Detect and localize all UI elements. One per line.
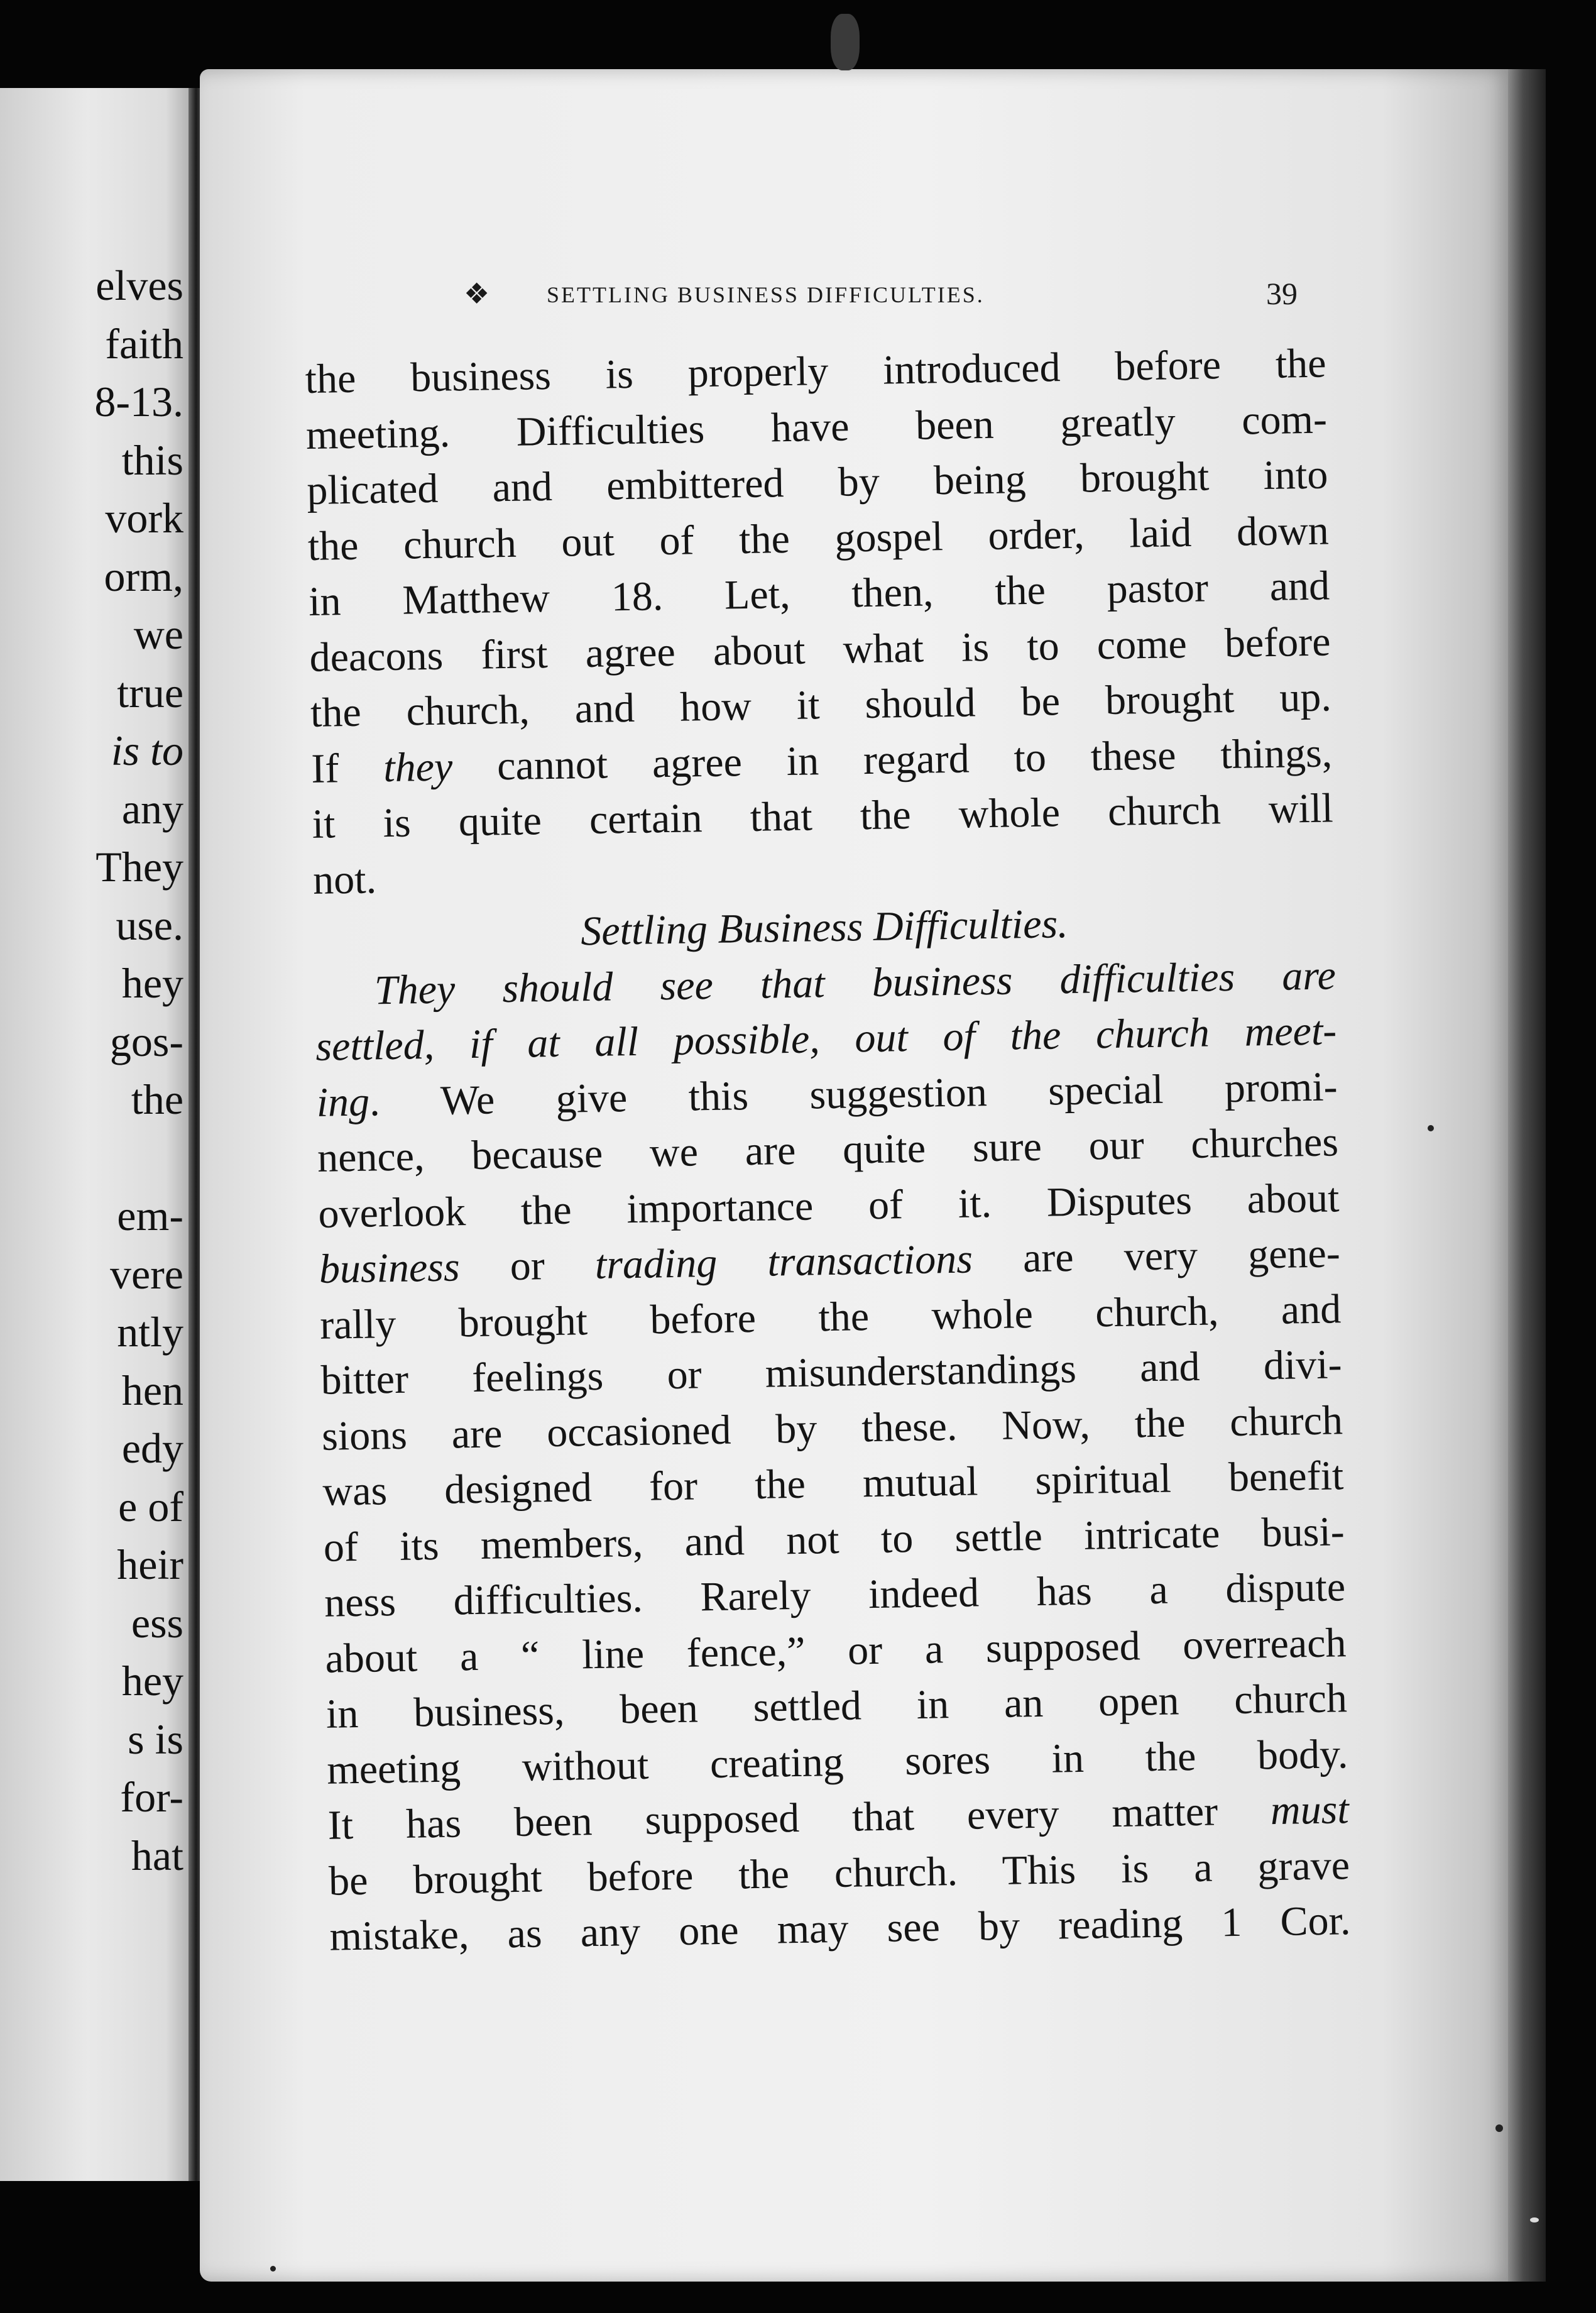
ornament-mark: ❖ xyxy=(464,278,490,310)
facing-page-text-fragment: we xyxy=(133,610,183,658)
facing-page-text-fragment: hey xyxy=(121,1657,183,1705)
facing-page-text-fragment: true xyxy=(117,668,183,717)
emphasis-text: they xyxy=(383,743,453,791)
emphasis-text: settled, if at all possible, out of the church meet- xyxy=(315,1008,1337,1070)
text-line: ness difficulties. Rarely indeed has a dispute xyxy=(324,1564,1346,1626)
text-line: in Matthew 18. Let, then, the pastor and xyxy=(308,563,1330,625)
emphasis-text: must xyxy=(1270,1786,1350,1834)
facing-page-text-fragment: hey xyxy=(121,959,183,1007)
text-line: nence, because we are quite sure our churches xyxy=(317,1119,1339,1181)
text-line: deacons first agree about what is to come before xyxy=(309,618,1331,681)
facing-page-text-fragment: s is xyxy=(128,1715,183,1763)
scan-speck xyxy=(831,14,860,70)
text-line: the business is properly introduced before the xyxy=(305,340,1327,402)
text-line: meeting without creating sores in the body. xyxy=(326,1730,1348,1793)
text-line: overlook the importance of it. Disputes about xyxy=(317,1174,1340,1237)
facing-page-text-fragment: orm, xyxy=(104,552,183,600)
emphasis-text: They should see that business difficulties are xyxy=(374,952,1336,1013)
facing-page-text-fragment: They xyxy=(96,843,183,891)
facing-page-text-fragment: is to xyxy=(111,727,183,774)
facing-page-text-fragment: any xyxy=(121,784,183,833)
facing-page-text-fragment: the xyxy=(131,1075,183,1123)
facing-page-text-fragment: elves xyxy=(96,261,183,309)
emphasis-text: trading transactions xyxy=(594,1236,973,1288)
page-edge-shadow xyxy=(1508,69,1546,2282)
scan-speck xyxy=(1495,2124,1503,2132)
text-line: sions are occasioned by these. Now, the church xyxy=(321,1397,1343,1459)
facing-page-text-fragment: 8-13. xyxy=(94,378,183,426)
facing-page-text-fragment: use. xyxy=(116,901,183,949)
text-line: meeting. Difficulties have been greatly com- xyxy=(305,395,1328,458)
facing-page-text-fragment: for- xyxy=(120,1773,183,1821)
text-line: was designed for the mutual spiritual benefit xyxy=(322,1453,1344,1515)
running-head: SETTLING BUSINESS DIFFICULTIES. xyxy=(547,282,985,307)
facing-page-text-fragment: faith xyxy=(105,319,183,368)
text-line: bitter feelings or misunderstandings and divi- xyxy=(320,1341,1343,1404)
facing-page-text-fragment: edy xyxy=(121,1424,183,1472)
facing-page-text-fragment: ntly xyxy=(117,1308,183,1356)
facing-page-text-fragment: ess xyxy=(131,1598,183,1647)
facing-page-text-fragment: e of xyxy=(118,1482,183,1530)
text-run: cannot agree in regard to these things, xyxy=(452,729,1333,789)
section-heading: Settling Business Difficulties. xyxy=(580,901,1069,955)
text-line: mistake, as any one may see by reading 1 Cor. xyxy=(329,1898,1351,1960)
text-run: or xyxy=(459,1241,596,1290)
facing-page-text-fragment: em- xyxy=(117,1192,183,1239)
scan-speck xyxy=(1428,1125,1434,1131)
facing-page-text-fragment: gos- xyxy=(109,1017,183,1065)
facing-page-text-fragment: vork xyxy=(105,494,183,542)
facing-page-fragment xyxy=(0,88,195,2181)
facing-page-text-fragment: heir xyxy=(117,1541,183,1588)
body-text xyxy=(305,336,1351,1965)
text-line: be brought before the church. This is a grave xyxy=(328,1842,1350,1904)
text-run: . We give this suggestion special promi- xyxy=(369,1063,1338,1125)
text-line: the church out of the gospel order, laid down xyxy=(307,507,1330,569)
text-line: the church, and how it should be brought up. xyxy=(310,674,1332,736)
facing-page-text-fragment: this xyxy=(121,436,183,484)
facing-page-text-fragment: hat xyxy=(131,1831,183,1879)
text-line: not. xyxy=(312,855,377,903)
text-line: plicated and embittered by being brought into xyxy=(306,451,1328,514)
facing-page-text-fragment: vere xyxy=(109,1250,183,1298)
page-number: 39 xyxy=(1266,276,1298,311)
emphasis-text: business xyxy=(319,1244,461,1292)
scan-speck xyxy=(1530,2217,1539,2222)
text-line: in business, been settled in an open church xyxy=(325,1675,1348,1737)
facing-page-text-fragment: hen xyxy=(121,1366,183,1414)
text-line: it is quite certain that the whole church will xyxy=(312,785,1334,847)
text-line: rally brought before the whole church, and xyxy=(319,1285,1342,1348)
text-line: of its members, and not to settle intricate busi- xyxy=(323,1508,1345,1571)
text-run: are very gene- xyxy=(972,1230,1341,1282)
text-run: If xyxy=(310,744,384,792)
scan-speck xyxy=(270,2266,276,2272)
emphasis-text: ing xyxy=(316,1079,370,1126)
text-line: about a “ line fence,” or a supposed overreach xyxy=(325,1619,1347,1682)
text-run: It has been supposed that every matter xyxy=(327,1788,1271,1849)
